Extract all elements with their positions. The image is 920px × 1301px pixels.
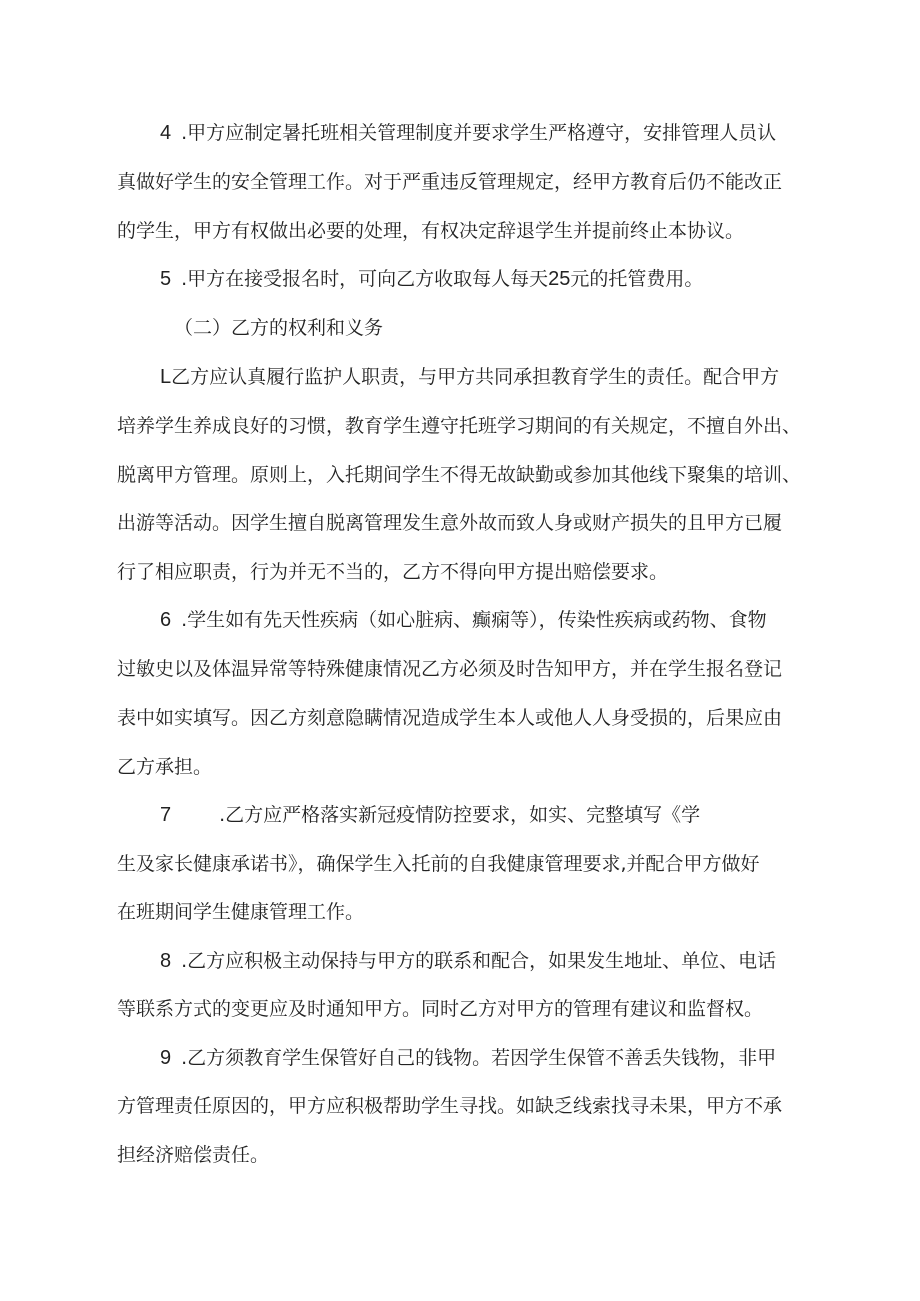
item-8-line-2: 等联系方式的变更应及时通知甲方。同时乙方对甲方的管理有建议和监督权。	[117, 998, 764, 1020]
item-8-number: 8	[160, 950, 172, 972]
item-6-number: 6	[160, 609, 172, 631]
item-l-line-3: 脱离甲方管理。原则上，入托期间学生不得无故缺勤或参加其他线下聚集的培训、	[117, 464, 802, 486]
item-7-line-1	[160, 803, 700, 827]
item-4-number: 4	[160, 122, 172, 144]
item-6-text-1: .学生如有先天性疾病（如心脏病、癫痫等），传染性疾病或药物、食物	[181, 609, 767, 631]
item-l-line-2: 培养学生养成良好的习惯，教育学生遵守托班学习期间的有关规定，不擅自外出、	[117, 415, 802, 437]
item-6-line-3: 表中如实填写。因乙方刻意隐瞒情况造成学生本人或他人人身受损的，后果应由	[117, 707, 783, 729]
item-8-text-1: .乙方应积极主动保持与甲方的联系和配合，如果发生地址、单位、电话	[181, 950, 777, 972]
item-8-line-1	[160, 949, 776, 973]
item-7-line-2: 生及家长健康承诺书》，确保学生入托前的自我健康管理要求,并配合甲方做好	[117, 853, 760, 875]
item-4-text-1: .甲方应制定暑托班相关管理制度并要求学生严格遵守，安排管理人员认	[181, 122, 777, 144]
item-4-line-1	[160, 121, 776, 145]
item-7-number: 7	[160, 804, 172, 826]
item-l-line-5: 行了相应职责，行为并无不当的，乙方不得向甲方提出赔偿要求。	[117, 561, 669, 583]
item-9-number: 9	[160, 1047, 172, 1069]
item-7-text-1: .乙方应严格落实新冠疫情防控要求，如实、完整填写《学	[219, 804, 701, 826]
item-5-text-a: .甲方在接受报名时，可向乙方收取每人每天	[181, 268, 549, 290]
item-9-line-1	[160, 1046, 776, 1070]
item-6-line-1	[160, 608, 767, 632]
item-5-line-1	[160, 267, 703, 291]
item-9-text-1: .乙方须教育学生保管好自己的钱物。若因学生保管不善丢失钱物，非甲	[181, 1047, 777, 1069]
item-l-number: L	[160, 366, 172, 388]
item-5-number: 5	[160, 268, 172, 290]
item-9-line-3: 担经济赔偿责任。	[117, 1144, 270, 1166]
item-7-line-3: 在班期间学生健康管理工作。	[117, 901, 365, 923]
item-6-line-2: 过敏史以及体温异常等特殊健康情况乙方必须及时告知甲方，并在学生报名登记	[117, 658, 783, 680]
item-l-line-4: 出游等活动。因学生擅自脱离管理发生意外故而致人身或财产损失的且甲方已履	[117, 512, 783, 534]
item-l-line-1	[160, 365, 779, 389]
item-4-line-2: 真做好学生的安全管理工作。对于严重违反管理规定，经甲方教育后仍不能改正	[117, 171, 783, 193]
item-l-text-1: 乙方应认真履行监护人职责，与甲方共同承担教育学生的责任。配合甲方	[171, 366, 780, 388]
item-9-line-2: 方管理责任原因的，甲方应积极帮助学生寻找。如缺乏线索找寻未果，甲方不承	[117, 1095, 783, 1117]
fee-amount: 25	[548, 268, 571, 290]
section-2-heading: （二）乙方的权利和义务	[174, 317, 384, 339]
item-6-line-4: 乙方承担。	[117, 756, 213, 778]
item-5-text-b: 元的托管费用。	[570, 268, 704, 290]
item-4-line-3: 的学生，甲方有权做出必要的处理，有权决定辞退学生并提前终止本协议。	[117, 220, 745, 242]
